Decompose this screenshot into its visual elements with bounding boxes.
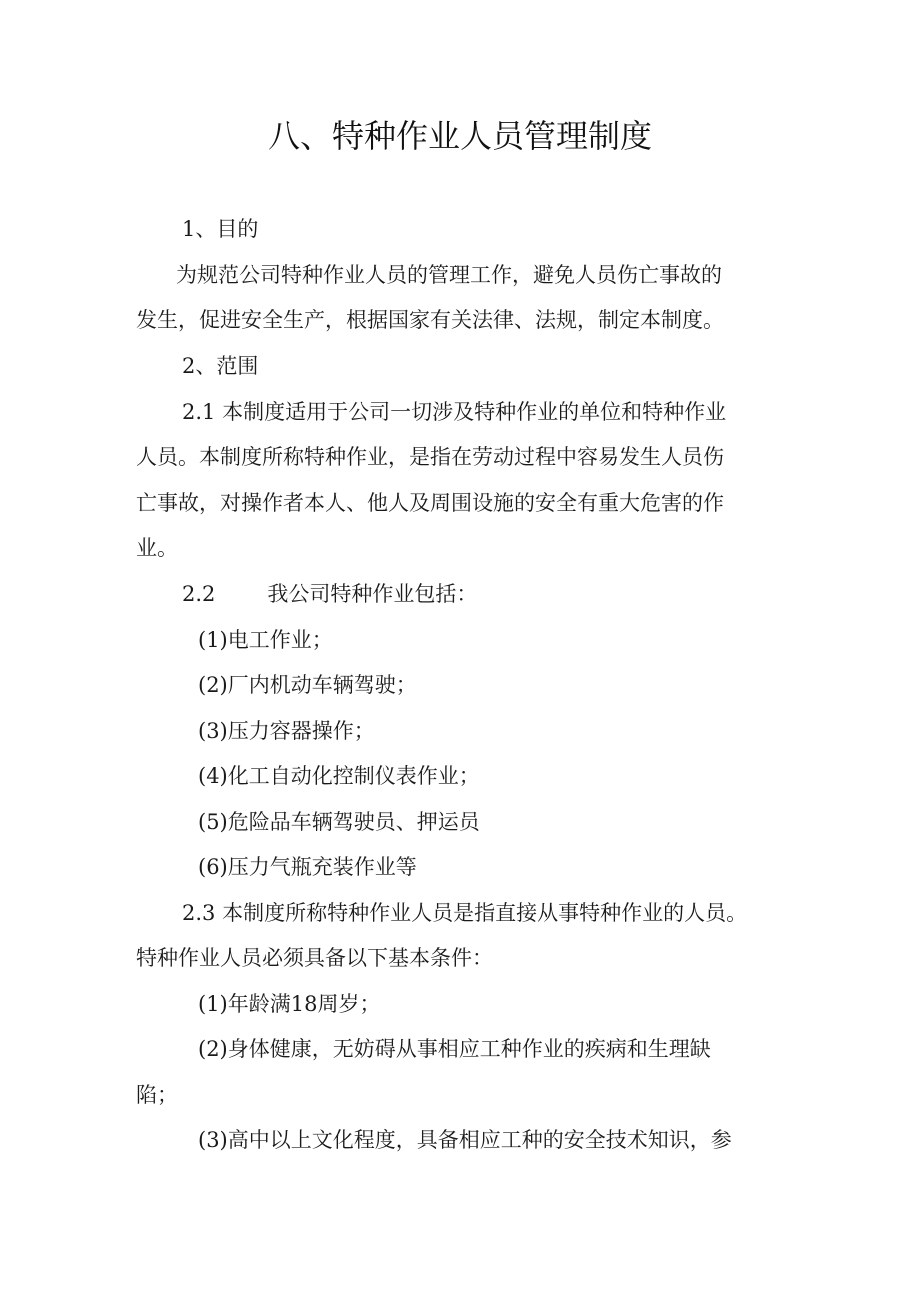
section-1-paragraph-line-2: 发生，促进安全生产，根据国家有关法律、法规，制定本制度。 (136, 308, 724, 332)
section-2-3-line-1: 2.3 本制度所称特种作业人员是指直接从事特种作业的人员。 (182, 901, 748, 925)
document-title: 八、特种作业人员管理制度 (267, 117, 652, 155)
section-2-3-line-2: 特种作业人员必须具备以下基本条件： (136, 946, 493, 970)
list-item: (3)压力容器操作； (198, 719, 375, 743)
condition-item-3-line-1: (3)高中以上文化程度，具备相应工种的安全技术知识，参 (198, 1128, 732, 1152)
section-2-2-line (182, 578, 477, 610)
section-2-heading: 2、范围 (182, 354, 259, 378)
section-2-1-line-4: 业。 (136, 536, 178, 560)
list-item: (5)危险品车辆驾驶员、押运员 (198, 810, 480, 834)
condition-item-1: (1)年龄满18周岁； (198, 992, 381, 1016)
section-2-1-line-1: 2.1 本制度适用于公司一切涉及特种作业的单位和特种作业 (182, 400, 727, 424)
list-item: (1)电工作业； (198, 628, 333, 652)
section-1-heading: 1、目的 (182, 217, 259, 241)
condition-item-2-line-1: (2)身体健康，无妨碍从事相应工种作业的疾病和生理缺 (198, 1037, 711, 1061)
section-1-paragraph-line-1: 为规范公司特种作业人员的管理工作，避免人员伤亡事故的 (176, 263, 722, 287)
section-2-1-line-2: 人员。本制度所称特种作业，是指在劳动过程中容易发生人员伤 (136, 445, 724, 469)
section-2-1-line-3: 亡事故，对操作者本人、他人及周围设施的安全有重大危害的作 (136, 491, 724, 515)
section-2-2-text: 我公司特种作业包括： (267, 582, 478, 606)
list-item: (4)化工自动化控制仪表作业； (198, 764, 480, 788)
list-item: (6)压力气瓶充装作业等 (198, 855, 417, 879)
condition-item-2-line-2: 陷； (136, 1083, 178, 1107)
section-2-2-number: 2.2 (182, 582, 216, 606)
list-item: (2)厂内机动车辆驾驶； (198, 673, 417, 697)
